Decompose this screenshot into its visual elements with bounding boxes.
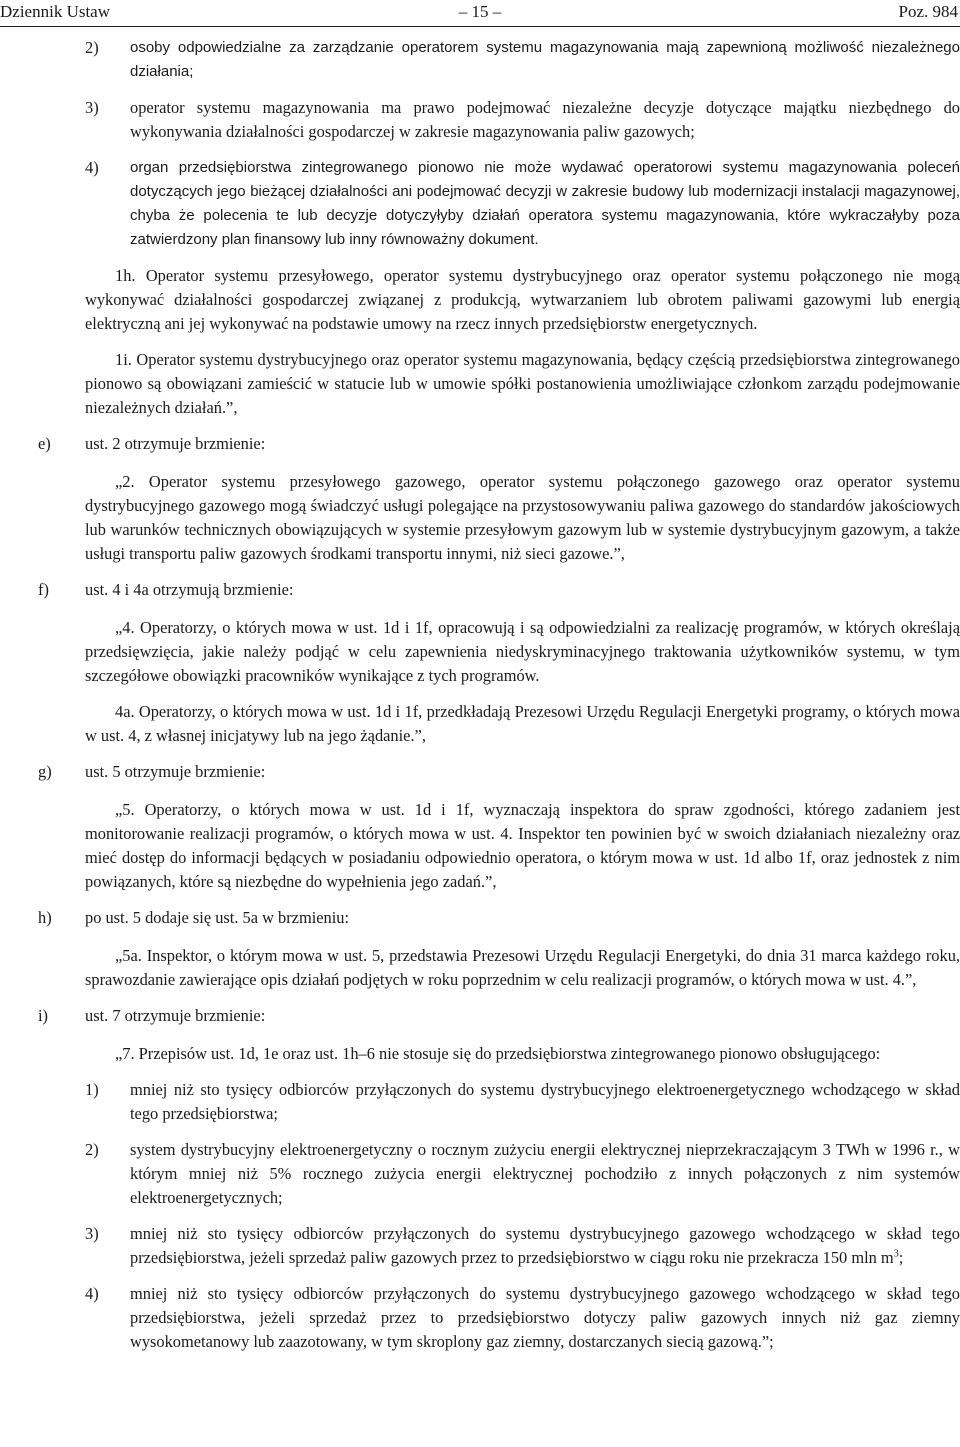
list-item bbox=[0, 36, 960, 84]
point-e-text: „2. Operator systemu przesyłowego gazowego, operator systemu połączonego gazowego oraz operator systemu dystrybucyjnego gazowego mogą świadczyć usługi polegające na przystosowywaniu paliwa gazowego do standardów jakościowych lub warunków technicznych obowiązujących w systemie przesyłowym gazowym lub w systemie dystrybucyjnym gazowym, a także usługi transportu paliw gazowych środkami transportu innymi, niż sieci gazowe.”, bbox=[85, 472, 960, 563]
point-letter: g) bbox=[38, 762, 52, 781]
paragraph-1i: 1i. Operator systemu dystrybucyjnego oraz operator systemu magazynowania, będący częścią przedsiębiorstwa zintegrowanego pionowo są obowiązani zamieścić w statucie lub w umowie spółki postanowienia umożliwiające członkom zarządu podejmowanie niezależnych działań.”, bbox=[85, 350, 960, 417]
item-text: mniej niż sto tysięcy odbiorców przyłączonych do systemu dystrybucyjnego elektroenergetycznego wchodzącego w skład tego przedsiębiorstwa; bbox=[130, 1080, 960, 1123]
item-text: operator systemu magazynowania ma prawo podejmować niezależne decyzje dotyczące majątku niezbędnego do wykonywania działalności gospodarczej w zakresie magazynowania paliw gazowych; bbox=[130, 98, 960, 141]
list-item bbox=[0, 96, 960, 144]
item-text: system dystrybucyjny elektroenergetyczny o rocznym zużyciu energii elektrycznej nieprzekraczającym 3 TWh w 1996 r., w którym mniej niż 5% rocznego zużycia energii elektrycznej pochodziło z innych połączonych z nim systemów elektroenergetycznych; bbox=[130, 1140, 960, 1207]
point-h bbox=[0, 906, 960, 930]
point-intro: ust. 4 i 4a otrzymują brzmienie: bbox=[85, 580, 294, 599]
journal-title: Dziennik Ustaw bbox=[0, 2, 111, 21]
item-number: 3) bbox=[85, 1224, 99, 1243]
superscript: 3 bbox=[893, 1248, 899, 1260]
item-number: 4) bbox=[85, 1284, 99, 1303]
list-item bbox=[0, 1138, 960, 1210]
paragraph-1h: 1h. Operator systemu przesyłowego, operator systemu dystrybucyjnego oraz operator systemu połączonego nie mogą wykonywać działalności gospodarczej związanej z produkcją, wytwarzaniem lub obrotem paliwami gazowymi lub energią elektryczną ani jej wykonywać na podstawie umowy na rzecz innych przedsiębiorstw energetycznych. bbox=[85, 266, 960, 333]
point-letter: e) bbox=[38, 434, 51, 453]
point-intro: ust. 2 otrzymuje brzmienie: bbox=[85, 434, 266, 453]
point-i bbox=[0, 1004, 960, 1028]
list-item bbox=[0, 1282, 960, 1354]
point-letter: i) bbox=[38, 1006, 49, 1025]
document-body bbox=[0, 36, 960, 1366]
item-text: osoby odpowiedzialne za zarządzanie operatorem systemu magazynowania mają zapewnioną możliwość niezależnego działania; bbox=[130, 39, 960, 80]
point-intro: ust. 5 otrzymuje brzmienie: bbox=[85, 762, 266, 781]
point-i-text: „7. Przepisów ust. 1d, 1e oraz ust. 1h–6 nie stosuje się do przedsiębiorstwa zintegrowanego pionowo obsługującego: bbox=[115, 1044, 881, 1063]
item-text-tail: ; bbox=[898, 1248, 904, 1267]
item-number: 2) bbox=[85, 38, 99, 57]
item-text: mniej niż sto tysięcy odbiorców przyłączonych do systemu dystrybucyjnego gazowego wchodzącego w skład tego przedsiębiorstwa, jeżeli sprzedaż przez to przedsiębiorstwo dotyczy paliw gazowych innych niż gaz ziemny wysokometanowy lub zaazotowany, w tym skroplony gaz ziemny, dostarczanych siecią gazową.”; bbox=[130, 1284, 960, 1351]
page-number: – 15 – bbox=[458, 2, 502, 21]
point-letter: h) bbox=[38, 908, 52, 927]
point-e bbox=[0, 432, 960, 456]
point-f bbox=[0, 578, 960, 602]
list-item bbox=[0, 1078, 960, 1126]
point-g-text: „5. Operatorzy, o których mowa w ust. 1d i 1f, wyznaczają inspektora do spraw zgodności, którego zadaniem jest monitorowanie realizacji programów, o których mowa w ust. 4. Inspektor ten powinien być w swoich działaniach niezależny oraz mieć dostęp do informacji będących w posiadaniu odpowiednio operatora, o którym mowa w ust. 1d albo 1f, oraz jednostek z nim powiązanych, które są niezbędne do wypełnienia jego zadań.”, bbox=[85, 800, 960, 891]
point-intro: po ust. 5 dodaje się ust. 5a w brzmieniu: bbox=[85, 908, 350, 927]
page-header bbox=[0, 0, 960, 26]
list-item bbox=[0, 156, 960, 252]
point-letter: f) bbox=[38, 580, 49, 599]
point-intro: ust. 7 otrzymuje brzmienie: bbox=[85, 1006, 266, 1025]
item-number: 3) bbox=[85, 98, 99, 117]
list-item bbox=[0, 1222, 960, 1270]
point-f-text-1: „4. Operatorzy, o których mowa w ust. 1d i 1f, opracowują i są odpowiedzialni za realizację programów, w których określają przedsięwzięcia, jakie należy podjąć w celu zapewnienia niedyskryminacyjnego traktowania użytkowników systemu, w tym szczegółowe obowiązki pracowników wynikające z tych programów. bbox=[85, 618, 960, 685]
item-text: mniej niż sto tysięcy odbiorców przyłączonych do systemu dystrybucyjnego gazowego wchodzącego w skład tego przedsiębiorstwa, jeżeli sprzedaż paliw gazowych przez to przedsiębiorstwo w ciągu roku nie przekracza 150 mln m bbox=[130, 1224, 960, 1267]
item-number: 2) bbox=[85, 1140, 99, 1159]
point-h-text: „5a. Inspektor, o którym mowa w ust. 5, przedstawia Prezesowi Urzędu Regulacji Energetyki, do dnia 31 marca każdego roku, sprawozdanie zawierające opis działań podjętych w roku poprzednim w celu realizacji programów, o których mowa w ust. 4.”, bbox=[85, 946, 960, 989]
header-rule bbox=[0, 26, 960, 27]
item-number: 4) bbox=[85, 158, 99, 177]
point-f-text-2: 4a. Operatorzy, o których mowa w ust. 1d i 1f, przedkładają Prezesowi Urzędu Regulacji Energetyki programy, o których mowa w ust. 4, z własnej inicjatywy lub na jego żądanie.”, bbox=[85, 702, 960, 745]
item-number: 1) bbox=[85, 1080, 99, 1099]
point-g bbox=[0, 760, 960, 784]
position-number: Poz. 984 bbox=[898, 2, 958, 21]
item-text: organ przedsiębiorstwa zintegrowanego pionowo nie może wydawać operatorowi systemu magazynowania poleceń dotyczących jego bieżącej działalności ani podejmować decyzji w zakresie budowy lub modernizacji instalacji magazynowej, chyba że polecenia te lub decyzje dotyczyłyby działań operatora systemu magazynowania, które wykraczałyby poza zatwierdzony plan finansowy lub inny równoważny dokument. bbox=[130, 159, 960, 248]
